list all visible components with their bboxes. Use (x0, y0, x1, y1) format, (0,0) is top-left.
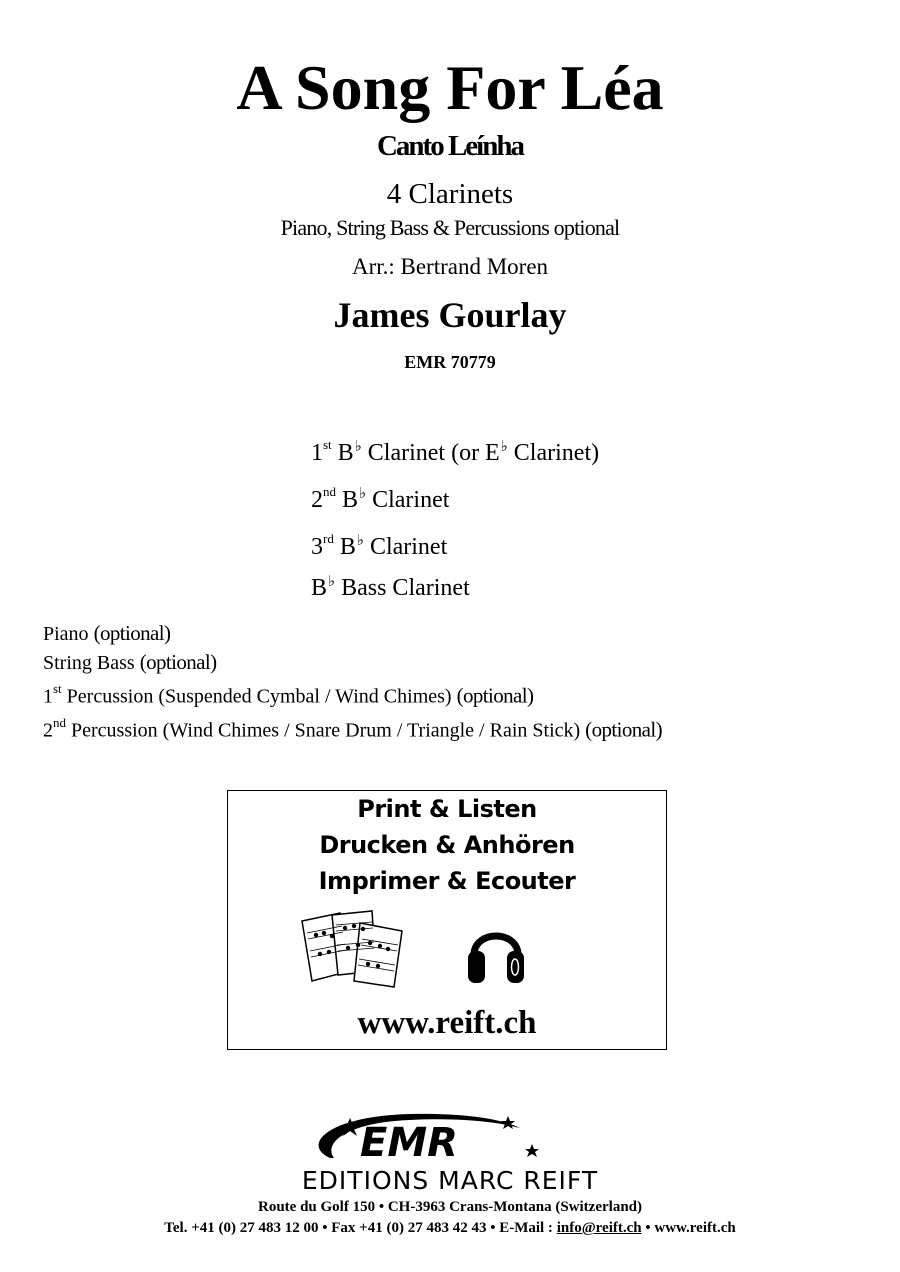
optional-instruments-line: Piano, String Bass & Percussions optional (280, 215, 620, 240)
sheet-music-icon (298, 909, 413, 989)
part-item: 1st B♭ Clarinet (or E♭ Clarinet) (311, 437, 600, 466)
headphones-icon (466, 915, 526, 987)
part-item: 2nd B♭ Clarinet (311, 484, 450, 513)
optional-part-item: 1st Percussion (Suspended Cymbal / Wind Chimes) (optional) (43, 681, 534, 708)
print-listen-box (227, 790, 667, 1050)
publisher-address: Route du Golf 150 • CH-3963 Crans-Montana (Switzerland) (258, 1199, 642, 1215)
catalog-number: EMR 70779 (404, 352, 496, 372)
flat-symbol: ♭ (356, 533, 364, 549)
parts-list (311, 428, 599, 610)
flat-symbol: ♭ (359, 486, 367, 502)
flat-symbol: ♭ (328, 574, 336, 590)
optional-part-item: 2nd Percussion (Wind Chimes / Snare Drum / Triangle / Rain Stick) (optional) (43, 714, 662, 742)
flat-symbol: ♭ (500, 439, 508, 455)
publisher-name: EDITIONS MARC REIFT (301, 1166, 599, 1195)
part-item: B♭ Bass Clarinet (311, 574, 470, 601)
optional-parts-list (43, 619, 662, 744)
promo-line: Drucken & Anhören (319, 831, 575, 859)
optional-part-item: Piano (optional) (43, 621, 171, 645)
page-title: A Song For Léa (236, 52, 664, 123)
instrumentation: 4 Clarinets (386, 178, 514, 210)
composer: James Gourlay (333, 295, 567, 335)
email-link[interactable]: info@reift.ch (556, 1220, 642, 1236)
arranger: Arr.: Bertrand Moren (351, 254, 549, 279)
promo-line: Imprimer & Ecouter (318, 867, 576, 895)
emr-logo (300, 1108, 560, 1166)
promo-url-link[interactable]: www.reift.ch (357, 1005, 537, 1041)
publisher-contact: Tel. +41 (0) 27 483 12 00 • Fax +41 (0) 27 483 42 43 • E-Mail : info@reift.ch • www.reift.ch (164, 1220, 736, 1236)
optional-part-item: String Bass (optional) (43, 650, 217, 674)
flat-symbol: ♭ (354, 439, 362, 455)
subtitle: Canto Leínha (376, 130, 523, 162)
svg-text:EMR: EMR (360, 1120, 458, 1166)
part-item: 3rd B♭ Clarinet (311, 531, 448, 560)
promo-line: Print & Listen (357, 795, 537, 823)
